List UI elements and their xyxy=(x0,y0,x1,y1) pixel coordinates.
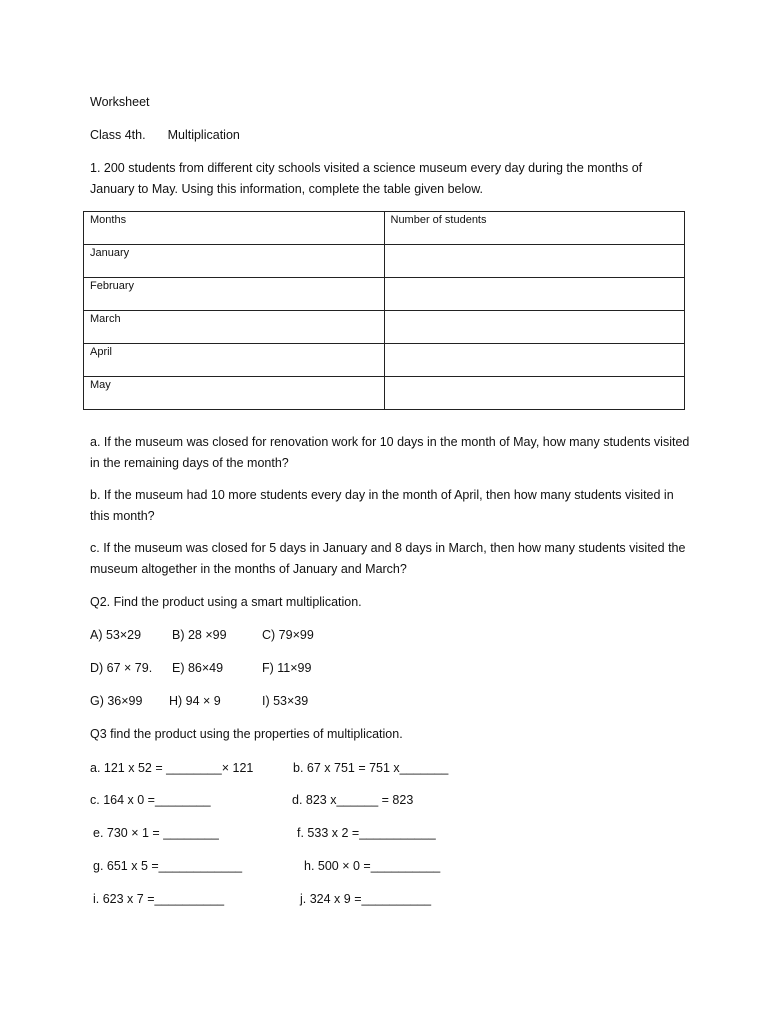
q3-item: a. 121 x 52 = ________× 121 xyxy=(90,761,254,775)
q3-item: e. 730 × 1 = ________ xyxy=(93,826,219,840)
q2-item: B) 28 ×99 xyxy=(172,628,227,642)
q2-item: E) 86×49 xyxy=(172,661,224,675)
question-3-title: Q3 find the product using the properties of multiplication. xyxy=(90,727,403,741)
question-2-title: Q2. Find the product using a smart multiplication. xyxy=(90,595,362,609)
worksheet-title: Worksheet xyxy=(90,95,150,109)
subject-label: Multiplication xyxy=(167,128,240,142)
students-table xyxy=(83,211,685,410)
table-row xyxy=(84,377,685,410)
table-header-row xyxy=(84,212,685,245)
q2-item: A) 53×29 xyxy=(90,628,142,642)
q2-item: D) 67 × 79. xyxy=(90,661,153,675)
table-header-cell: Number of students xyxy=(384,212,685,245)
table-row xyxy=(84,278,685,311)
q2-item: C) 79×99 xyxy=(262,628,314,642)
q2-item: G) 36×99 xyxy=(90,694,143,708)
table-row xyxy=(84,344,685,377)
table-cell-month: May xyxy=(84,377,385,410)
question-1b: b. If the museum had 10 more students every day in the month of April, then how many students visited in this month? xyxy=(90,488,674,523)
q3-item: c. 164 x 0 =________ xyxy=(90,793,211,807)
table-cell-students xyxy=(384,377,685,410)
table-cell-students xyxy=(384,278,685,311)
q3-item: b. 67 x 751 = 751 x_______ xyxy=(293,761,449,775)
table-row xyxy=(84,245,685,278)
table-row xyxy=(84,311,685,344)
table-cell-students xyxy=(384,311,685,344)
table-cell-month: February xyxy=(84,278,385,311)
question-1c: c. If the museum was closed for 5 days in January and 8 days in March, then how many students visited the museum altogether in the months of January and March? xyxy=(90,541,686,576)
class-line xyxy=(90,127,240,143)
q3-item: d. 823 x______ = 823 xyxy=(292,793,414,807)
class-label: Class 4th. xyxy=(90,128,146,142)
q3-item: g. 651 x 5 =____________ xyxy=(93,859,243,873)
q2-item: F) 11×99 xyxy=(262,661,312,675)
table-header-cell: Months xyxy=(84,212,385,245)
table-cell-month: March xyxy=(84,311,385,344)
table-cell-students xyxy=(384,245,685,278)
q2-item: H) 94 × 9 xyxy=(169,694,221,708)
table-cell-students xyxy=(384,344,685,377)
q3-item: j. 324 x 9 =__________ xyxy=(300,892,432,906)
table-cell-month: January xyxy=(84,245,385,278)
q3-item: h. 500 × 0 =__________ xyxy=(304,859,441,873)
q2-item: I) 53×39 xyxy=(262,694,309,708)
table-cell-month: April xyxy=(84,344,385,377)
question-1-text: 1. 200 students from different city schools visited a science museum every day during the months of January to May. Using this information, complete the table given below. xyxy=(90,161,643,196)
q3-item: i. 623 x 7 =__________ xyxy=(93,892,225,906)
question-1a: a. If the museum was closed for renovation work for 10 days in the month of May, how many students visited in the remaining days of the month? xyxy=(90,435,690,470)
q3-item: f. 533 x 2 =___________ xyxy=(297,826,436,840)
